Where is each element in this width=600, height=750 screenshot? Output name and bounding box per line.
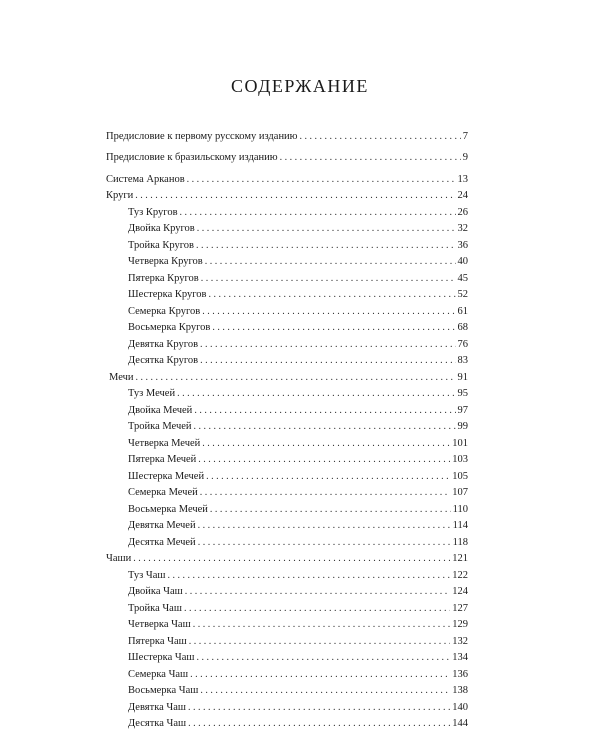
toc-entry[interactable] [106, 714, 468, 731]
toc-entry-label: Туз Чаш [128, 569, 166, 581]
toc-entry-label: Тройка Кругов [128, 239, 194, 251]
toc-entry[interactable] [106, 400, 468, 417]
leader-dots [133, 552, 450, 565]
leader-dots [197, 222, 456, 235]
toc-entry-page: 101 [452, 437, 468, 449]
toc-entry-page: 118 [452, 536, 468, 548]
toc-entry-page: 24 [457, 190, 468, 201]
toc-entry-label: Четверка Кругов [128, 256, 203, 267]
toc-entry-page: 45 [457, 272, 468, 284]
leader-dots [206, 470, 450, 483]
toc-entry-page: 105 [452, 470, 468, 482]
toc-entry-label: Девятка Мечей [128, 520, 196, 531]
toc-entry[interactable] [106, 681, 468, 698]
toc-entry-page: 97 [457, 404, 468, 416]
page-title: СОДЕРЖАНИЕ [231, 76, 369, 96]
toc-entry[interactable] [106, 318, 468, 335]
toc-entry-page: 7 [462, 130, 468, 142]
leader-dots [167, 569, 450, 582]
toc-entry-page: 52 [457, 289, 468, 300]
toc-entry[interactable] [106, 334, 468, 351]
leader-dots [210, 503, 451, 516]
toc-entry[interactable] [106, 417, 468, 434]
leader-dots [184, 602, 450, 615]
toc-entry-page: 134 [452, 652, 468, 663]
toc-entry-page: 99 [457, 421, 468, 432]
toc-entry-page: 129 [452, 619, 468, 630]
toc-entry-label: Предисловие к первому русскому изданию [106, 130, 298, 142]
leader-dots [300, 130, 461, 143]
toc-entry[interactable] [106, 433, 468, 450]
toc-entry-label: Семерка Чаш [128, 668, 189, 680]
toc-entry[interactable] [106, 285, 468, 302]
toc-entry[interactable] [106, 499, 468, 516]
toc-entry-page: 138 [452, 685, 468, 696]
toc-entry-label: Шестерка Кругов [128, 289, 207, 300]
toc-entry-label: Пятерка Чаш [128, 635, 187, 647]
toc-entry-label: Двойка Кругов [128, 223, 195, 234]
leader-dots [200, 486, 451, 499]
toc-entry[interactable] [106, 549, 468, 566]
toc-entry-label: Девятка Кругов [128, 338, 199, 350]
toc-entry[interactable] [106, 648, 468, 665]
toc-entry-label: Круги [106, 190, 134, 201]
toc-entry-page: 32 [457, 223, 468, 234]
toc-entry-label: Четверка Мечей [128, 437, 201, 449]
leader-dots [209, 288, 456, 301]
toc-entry[interactable] [106, 565, 468, 582]
leader-dots [201, 272, 456, 285]
leader-dots [200, 354, 455, 367]
leader-dots [196, 651, 450, 664]
leader-dots [135, 189, 455, 202]
leader-dots [200, 684, 450, 697]
leader-dots [212, 321, 455, 334]
table-of-contents [106, 126, 468, 730]
toc-entry[interactable] [106, 252, 468, 269]
toc-entry-page: 132 [452, 635, 468, 647]
toc-entry-page: 36 [457, 239, 468, 251]
toc-entry-label: Десятка Мечей [128, 536, 196, 548]
toc-entry-label: Десятка Чаш [128, 718, 187, 729]
toc-entry-page: 144 [452, 718, 468, 729]
toc-entry-label: Четверка Чаш [128, 619, 191, 630]
toc-entry[interactable] [106, 697, 468, 714]
toc-entry-page: 40 [457, 256, 468, 267]
toc-entry[interactable] [106, 169, 468, 186]
toc-entry-label: Шестерка Мечей [128, 470, 205, 482]
toc-entry-page: 140 [452, 701, 468, 713]
toc-entry-label: Девятка Чаш [128, 701, 186, 713]
toc-entry-page: 91 [457, 371, 468, 383]
leader-dots [177, 387, 455, 400]
toc-entry-page: 68 [457, 322, 468, 333]
toc-entry-page: 122 [452, 569, 468, 581]
toc-entry-label: Семерка Мечей [128, 487, 198, 498]
leader-dots [194, 404, 455, 417]
toc-entry-page: 83 [457, 355, 468, 366]
leader-dots [202, 437, 450, 450]
toc-entry[interactable] [106, 219, 468, 236]
toc-entry-label: Туз Мечей [128, 388, 176, 399]
toc-entry-label: Мечи [109, 371, 134, 383]
toc-entry[interactable] [106, 351, 468, 368]
toc-entry-label: Тройка Мечей [128, 421, 192, 432]
toc-entry-label: Тройка Чаш [128, 602, 182, 614]
toc-entry[interactable] [106, 483, 468, 500]
toc-entry-label: Туз Кругов [128, 206, 178, 218]
toc-entry[interactable] [106, 532, 468, 549]
toc-entry[interactable] [106, 367, 468, 384]
toc-entry-page: 114 [452, 520, 468, 531]
toc-entry[interactable] [106, 598, 468, 615]
toc-entry-page: 121 [452, 553, 468, 564]
toc-entry[interactable] [106, 384, 468, 401]
leader-dots [190, 668, 450, 681]
leader-dots [185, 585, 451, 598]
leader-dots [188, 701, 450, 714]
toc-entry[interactable] [106, 582, 468, 599]
toc-entry-label: Система Арканов [106, 173, 185, 185]
toc-entry[interactable] [106, 615, 468, 632]
toc-entry-page: 13 [457, 173, 468, 185]
toc-entry[interactable] [106, 235, 468, 252]
leader-dots [280, 151, 461, 164]
leader-dots [198, 453, 450, 466]
toc-entry-label: Чаши [106, 553, 132, 564]
toc-entry[interactable] [106, 202, 468, 219]
toc-entry-label: Шестерка Чаш [128, 652, 195, 663]
toc-entry[interactable] [106, 186, 468, 203]
toc-entry-page: 136 [452, 668, 468, 680]
toc-entry[interactable] [106, 466, 468, 483]
toc-entry-page: 127 [452, 602, 468, 614]
leader-dots [198, 536, 451, 549]
leader-dots [198, 519, 451, 532]
toc-entry[interactable] [106, 126, 468, 143]
toc-entry-page: 76 [457, 338, 468, 350]
toc-entry-label: Восьмерка Мечей [128, 503, 208, 515]
toc-entry[interactable] [106, 516, 468, 533]
leader-dots [194, 420, 456, 433]
toc-entry[interactable] [106, 450, 468, 467]
leader-dots [202, 305, 455, 318]
toc-entry-label: Восьмерка Кругов [128, 322, 211, 333]
toc-entry-page: 26 [457, 206, 468, 218]
toc-entry[interactable] [106, 268, 468, 285]
toc-entry-label: Двойка Чаш [128, 586, 183, 597]
toc-entry-page: 103 [452, 454, 468, 465]
toc-entry-label: Семерка Кругов [128, 305, 201, 317]
toc-entry-label: Пятерка Мечей [128, 454, 197, 465]
toc-entry-label: Двойка Мечей [128, 404, 193, 416]
leader-dots [187, 173, 456, 186]
leader-dots [193, 618, 451, 631]
leader-dots [189, 635, 451, 648]
toc-entry-label: Предисловие к бразильскому изданию [106, 152, 278, 163]
toc-entry-label: Пятерка Кругов [128, 272, 199, 284]
toc-entry-label: Восьмерка Чаш [128, 685, 199, 696]
toc-entry-page: 124 [452, 586, 468, 597]
leader-dots [205, 255, 456, 268]
leader-dots [200, 338, 455, 351]
toc-entry[interactable] [106, 301, 468, 318]
leader-dots [188, 717, 450, 730]
leader-dots [180, 206, 456, 219]
toc-entry[interactable] [106, 631, 468, 648]
toc-entry[interactable] [106, 148, 468, 165]
toc-entry-page: 110 [452, 503, 468, 515]
toc-entry-page: 61 [457, 305, 468, 317]
toc-entry[interactable] [106, 664, 468, 681]
toc-entry-page: 107 [452, 487, 468, 498]
toc-entry-page: 9 [462, 152, 468, 163]
toc-entry-page: 95 [457, 388, 468, 399]
leader-dots [196, 239, 456, 252]
toc-entry-label: Десятка Кругов [128, 355, 199, 366]
leader-dots [136, 371, 456, 384]
